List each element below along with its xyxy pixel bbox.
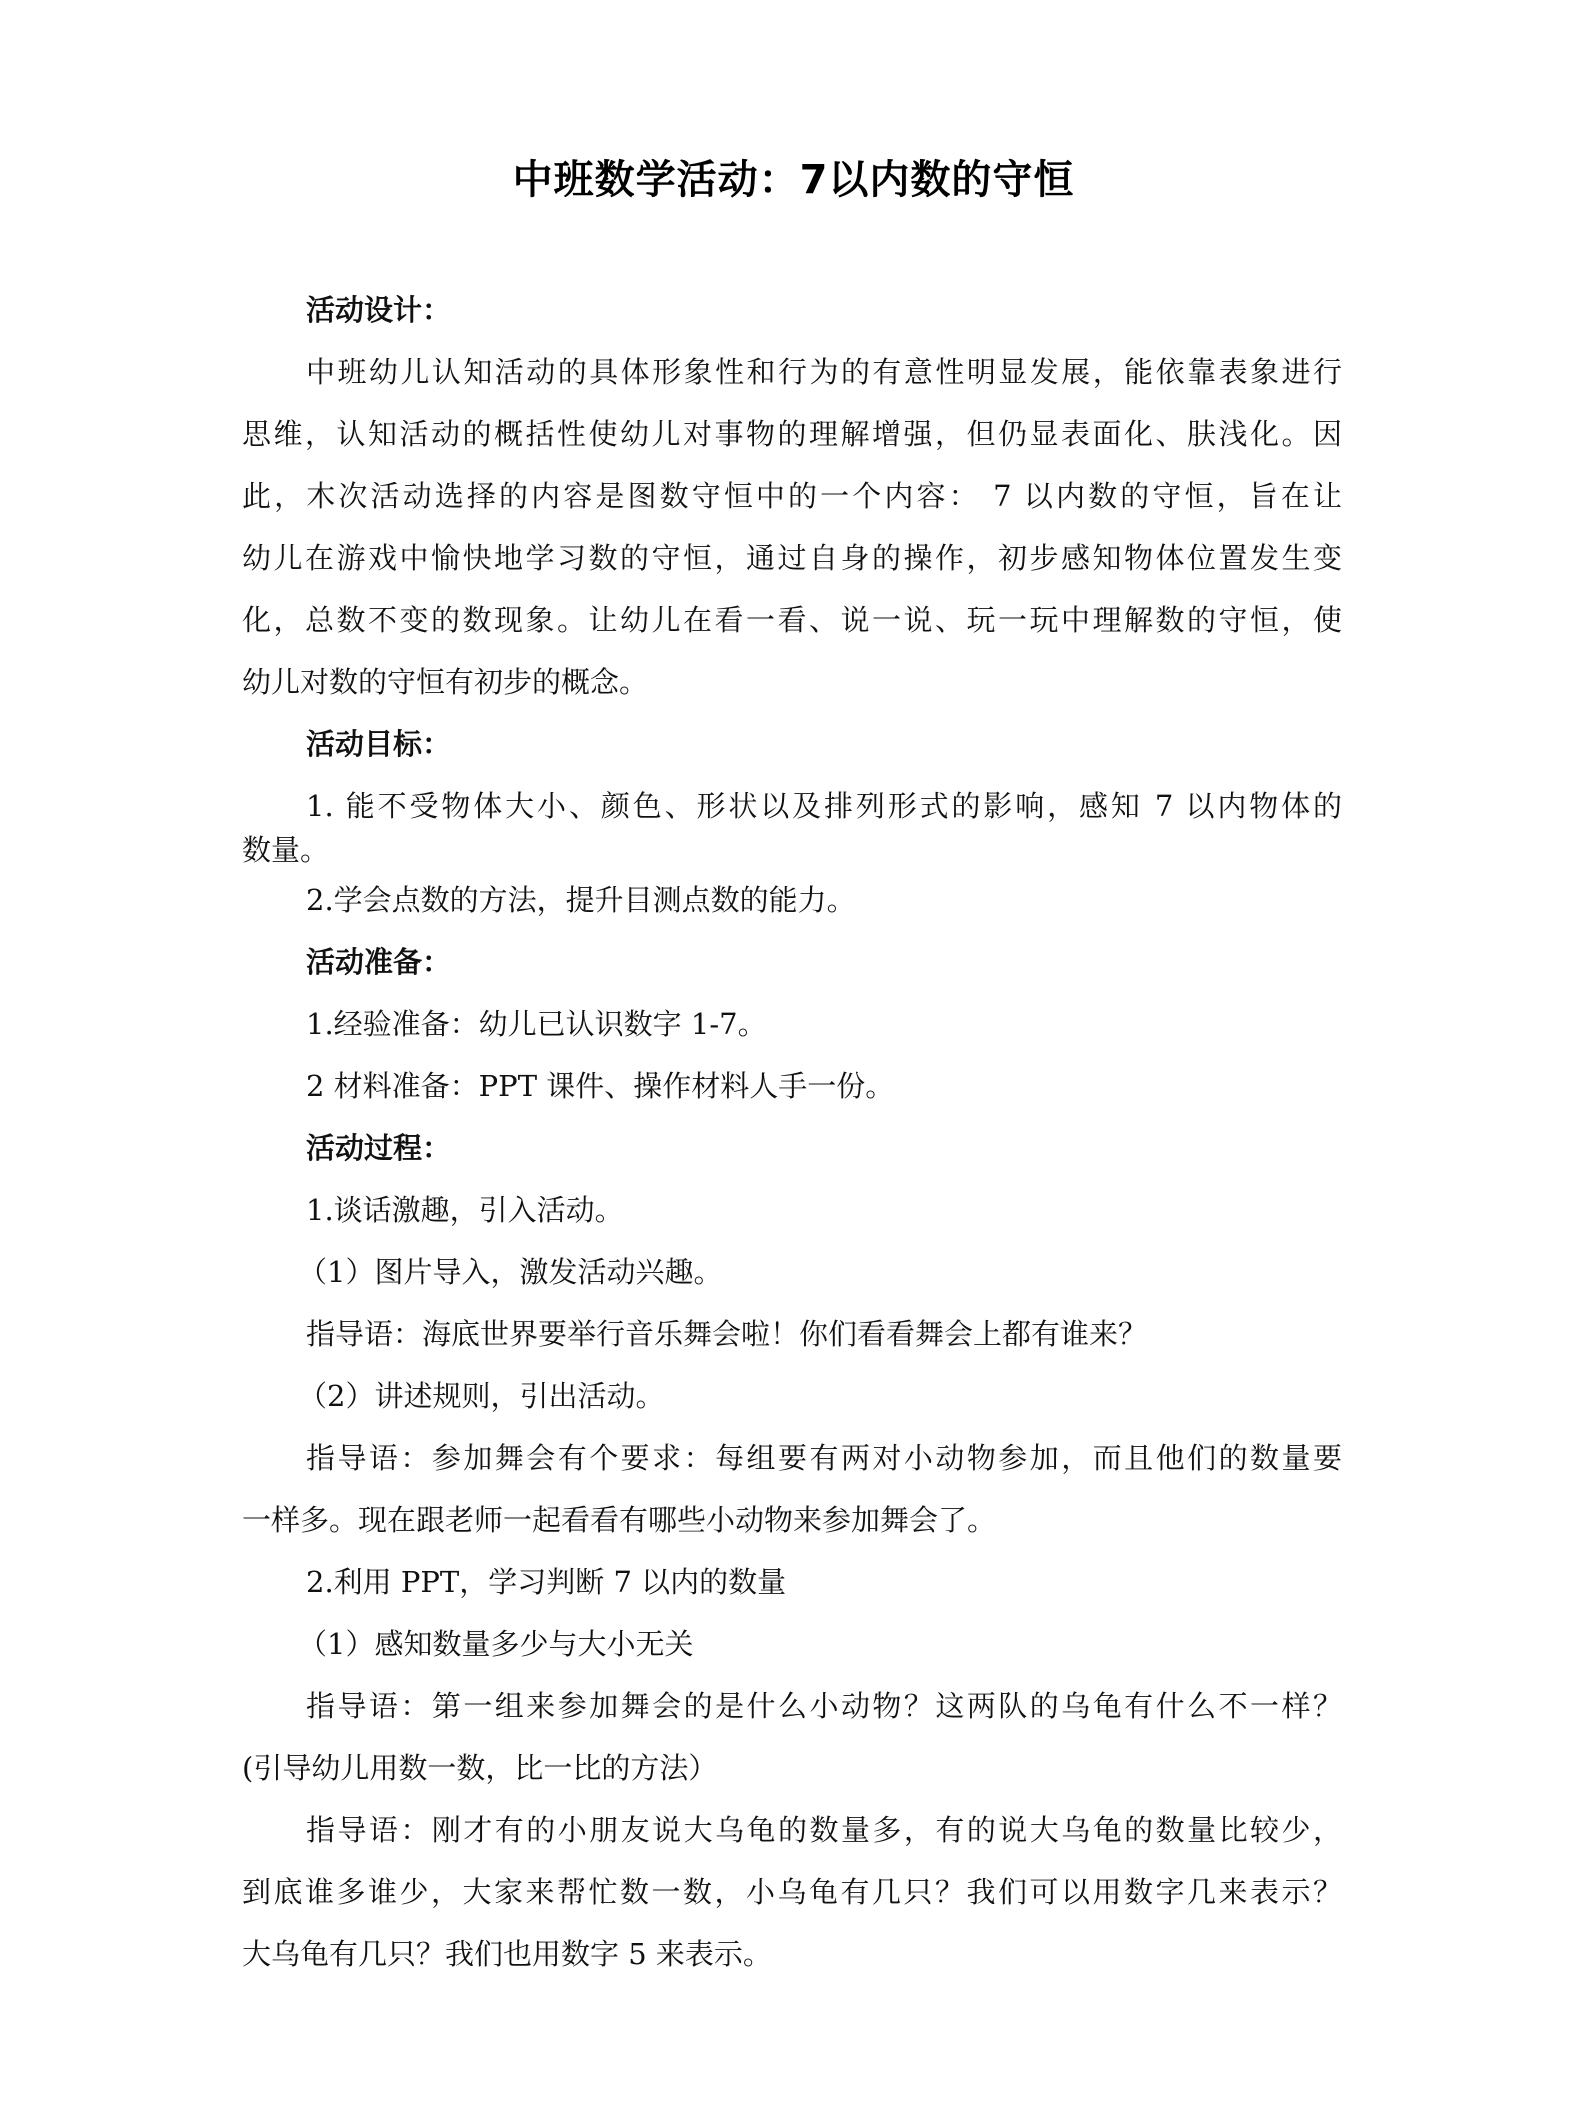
goal-item-continued: 数量。 [242,833,330,867]
process-substep: （2）讲述规则，引出活动。 [298,1379,665,1413]
section-heading-preparation: 活动准备： [306,945,452,979]
paragraph-line: 化，总数不变的数现象。让幼儿在看一看、说一说、玩一玩中理解数的守恒，使 [242,603,1342,637]
paragraph-line: 中班幼儿认知活动的具体形象性和行为的有意性明显发展，能依靠表象进行 [306,355,1342,389]
section-heading-process: 活动过程： [306,1131,452,1165]
process-step: 2.利用 PPT，学习判断 7 以内的数量 [306,1565,787,1599]
paragraph-line: 思维，认知活动的概括性使幼儿对事物的理解增强，但仍显表面化、肤浅化。因 [242,417,1342,451]
process-substep: （1）感知数量多少与大小无关 [298,1627,694,1661]
section-heading-design: 活动设计： [306,293,452,327]
paragraph-line: 此，木次活动选择的内容是图数守恒中的一个内容： 7 以内数的守恒，旨在让 [242,479,1342,513]
goal-item: 1. 能不受物体大小、颜色、形状以及排列形式的影响，感知 7 以内物体的 [306,789,1342,823]
process-step: 1.谈话激趣，引入活动。 [306,1193,624,1227]
preparation-item: 2 材料准备：PPT 课件、操作材料人手一份。 [306,1069,895,1103]
section-heading-goals: 活动目标： [306,727,452,761]
guidance-text: 一样多。现在跟老师一起看看有哪些小动物来参加舞会了。 [242,1503,997,1537]
guidance-text: 大乌龟有几只？我们也用数字 5 来表示。 [242,1937,772,1971]
guidance-text: 指导语：海底世界要举行音乐舞会啦！你们看看舞会上都有谁来？ [306,1317,1148,1351]
paragraph-line: 幼儿对数的守恒有初步的概念。 [242,665,649,699]
guidance-note: (引导幼儿用数一数，比一比的方法） [242,1751,718,1785]
document-title: 中班数学活动：7以内数的守恒 [512,157,1075,203]
guidance-text: 指导语：第一组来参加舞会的是什么小动物？这两队的乌龟有什么不一样？ [306,1689,1342,1723]
guidance-text: 指导语：参加舞会有个要求：每组要有两对小动物参加，而且他们的数量要 [306,1441,1342,1475]
paragraph-line: 幼儿在游戏中愉快地学习数的守恒，通过自身的操作，初步感知物体位置发生变 [242,541,1342,575]
process-substep: （1）图片导入，激发活动兴趣。 [298,1255,723,1289]
goal-item: 2.学会点数的方法，提升目测点数的能力。 [306,883,856,917]
preparation-item: 1.经验准备：幼儿已认识数字 1-7。 [306,1007,767,1041]
guidance-text: 指导语：刚才有的小朋友说大乌龟的数量多，有的说大乌龟的数量比较少， [306,1813,1342,1847]
guidance-text: 到底谁多谁少，大家来帮忙数一数，小乌龟有几只？我们可以用数字几来表示？ [242,1875,1342,1909]
